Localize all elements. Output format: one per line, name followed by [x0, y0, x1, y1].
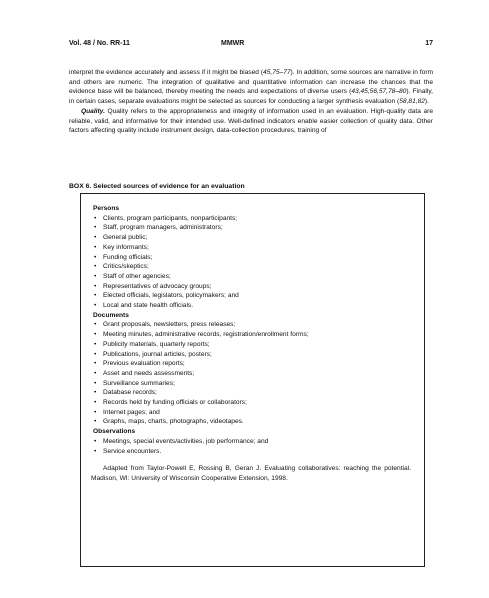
list-item: [91, 282, 415, 292]
bullet-icon: •: [94, 379, 97, 387]
list-item-text: Graphs, maps, charts, photographs, videotapes.: [103, 418, 244, 426]
bullet-icon: •: [94, 350, 97, 358]
bullet-icon: •: [94, 331, 97, 339]
bullet-icon: •: [94, 399, 97, 407]
bullet-icon: •: [94, 447, 97, 455]
body-text: [69, 68, 433, 136]
list-item: [91, 233, 415, 243]
bullet-icon: •: [94, 389, 97, 397]
source-list: [91, 320, 415, 427]
list-item: [91, 320, 415, 330]
list-item-text: Publications, journal articles, posters;: [103, 350, 212, 358]
list-item: [91, 223, 415, 233]
list-item: [91, 214, 415, 224]
bullet-icon: •: [94, 408, 97, 416]
bullet-icon: •: [94, 418, 97, 426]
section-heading: Persons: [93, 205, 120, 212]
bullet-icon: •: [94, 340, 97, 348]
paragraph-quality: Quality. Quality refers to the appropriateness and integrity of information used in an evaluation. High-quality data are reliable, valid, and informative for their intended use. Well-defined indicators enable easier collection of quality data. Other factors affecting quality include instrument design, data-collection procedures, training of: [69, 107, 433, 135]
section-heading: Observations: [93, 428, 136, 436]
box-title: BOX 6. Selected sources of evidence for an evaluation: [69, 183, 245, 190]
list-item: [91, 417, 415, 427]
list-item: [91, 262, 415, 272]
list-item-text: Meetings, special events/activities, job performance; and: [103, 437, 269, 445]
bullet-icon: •: [94, 224, 97, 232]
list-item-text: Records held by funding officials or collaborators;: [103, 399, 247, 407]
box-sections: [91, 204, 415, 456]
list-item: [91, 350, 415, 360]
list-item-text: Funding officials;: [103, 253, 153, 261]
bullet-icon: •: [94, 282, 97, 290]
list-item: [91, 291, 415, 301]
bullet-icon: •: [94, 437, 97, 445]
bullet-icon: •: [94, 360, 97, 368]
bullet-icon: •: [94, 214, 97, 222]
citation: 58,81,82: [399, 98, 425, 106]
list-item: [91, 388, 415, 398]
list-item-text: Asset and needs assessments;: [103, 369, 195, 377]
list-item-text: Grant proposals, newsletters, press releases;: [103, 321, 236, 329]
list-item-text: Surveillance summaries;: [103, 379, 175, 387]
list-item-text: Service encounters.: [103, 447, 162, 455]
sources-box: [80, 193, 425, 567]
list-item-text: Internet pages; and: [103, 408, 160, 416]
citation: 43,45,56,57,78–80: [351, 88, 407, 96]
list-item: [91, 243, 415, 253]
bullet-icon: •: [94, 302, 97, 310]
section-heading: Documents: [93, 311, 129, 319]
list-item: [91, 369, 415, 379]
citation: 45,75–77: [263, 69, 291, 76]
volume-label: Vol. 48 / No. RR-11: [69, 40, 130, 47]
bullet-icon: •: [94, 263, 97, 271]
list-item-text: Representatives of advocacy groups;: [103, 282, 212, 290]
source-note: Adapted from Taylor-Powell E, Rossing B, Geran J. Evaluating collaboratives: reaching the potential. Madison, WI: University of Wisconsin Cooperative Extension, 1998.: [91, 465, 411, 482]
list-item: [91, 379, 415, 389]
list-item: [91, 272, 415, 282]
page-number: 17: [425, 40, 433, 47]
list-item-text: Elected officials, legislators, policymakers; and: [103, 292, 239, 300]
list-item: [91, 398, 415, 408]
list-item-text: Staff, program managers, administrators;: [103, 224, 223, 232]
list-item-text: Staff of other agencies;: [103, 272, 171, 280]
list-item-text: Meeting minutes, administrative records, registration/enrollment forms;: [103, 331, 309, 339]
list-item-text: Local and state health officials.: [103, 302, 194, 310]
list-item-text: Database records;: [103, 389, 157, 397]
bullet-icon: •: [94, 292, 97, 300]
list-item-text: Critics/skeptics;: [103, 263, 149, 271]
journal-name: MMWR: [221, 40, 245, 47]
list-item-text: Key informants;: [103, 243, 149, 251]
bullet-icon: •: [94, 243, 97, 251]
list-item: [91, 330, 415, 340]
list-item: [91, 408, 415, 418]
list-item: [91, 437, 415, 447]
source-list: [91, 214, 415, 311]
bullet-icon: •: [94, 321, 97, 329]
list-item: [91, 253, 415, 263]
bullet-icon: •: [94, 253, 97, 261]
list-item-text: General public;: [103, 234, 148, 242]
bullet-icon: •: [94, 234, 97, 242]
paragraph: interpret the evidence accurately and assess if it might be biased (45,75–77). In addition, some sources are narrative in form and others are numeric. The integration of qualitative and quantitative information can increase the chances that the evidence base will be balanced, thereby meeting the needs and expectations of diverse users (43,45,56,57,78–80). Finally, in certain cases, separate evaluations might be selected as sources for conducting a larger synthesis evaluation (58,81,82).: [69, 69, 434, 106]
run-in-heading: Quality.: [81, 107, 105, 115]
bullet-icon: •: [94, 272, 97, 280]
list-item-text: Publicity materials, quarterly reports;: [103, 340, 210, 348]
list-item: [91, 359, 415, 369]
source-list: [91, 437, 415, 456]
list-item-text: Previous evaluation reports;: [103, 360, 185, 368]
list-item-text: Clients, program participants, nonparticipants;: [103, 214, 238, 222]
bullet-icon: •: [94, 369, 97, 377]
list-item: [91, 301, 415, 311]
list-item: [91, 340, 415, 350]
list-item: [91, 447, 415, 457]
